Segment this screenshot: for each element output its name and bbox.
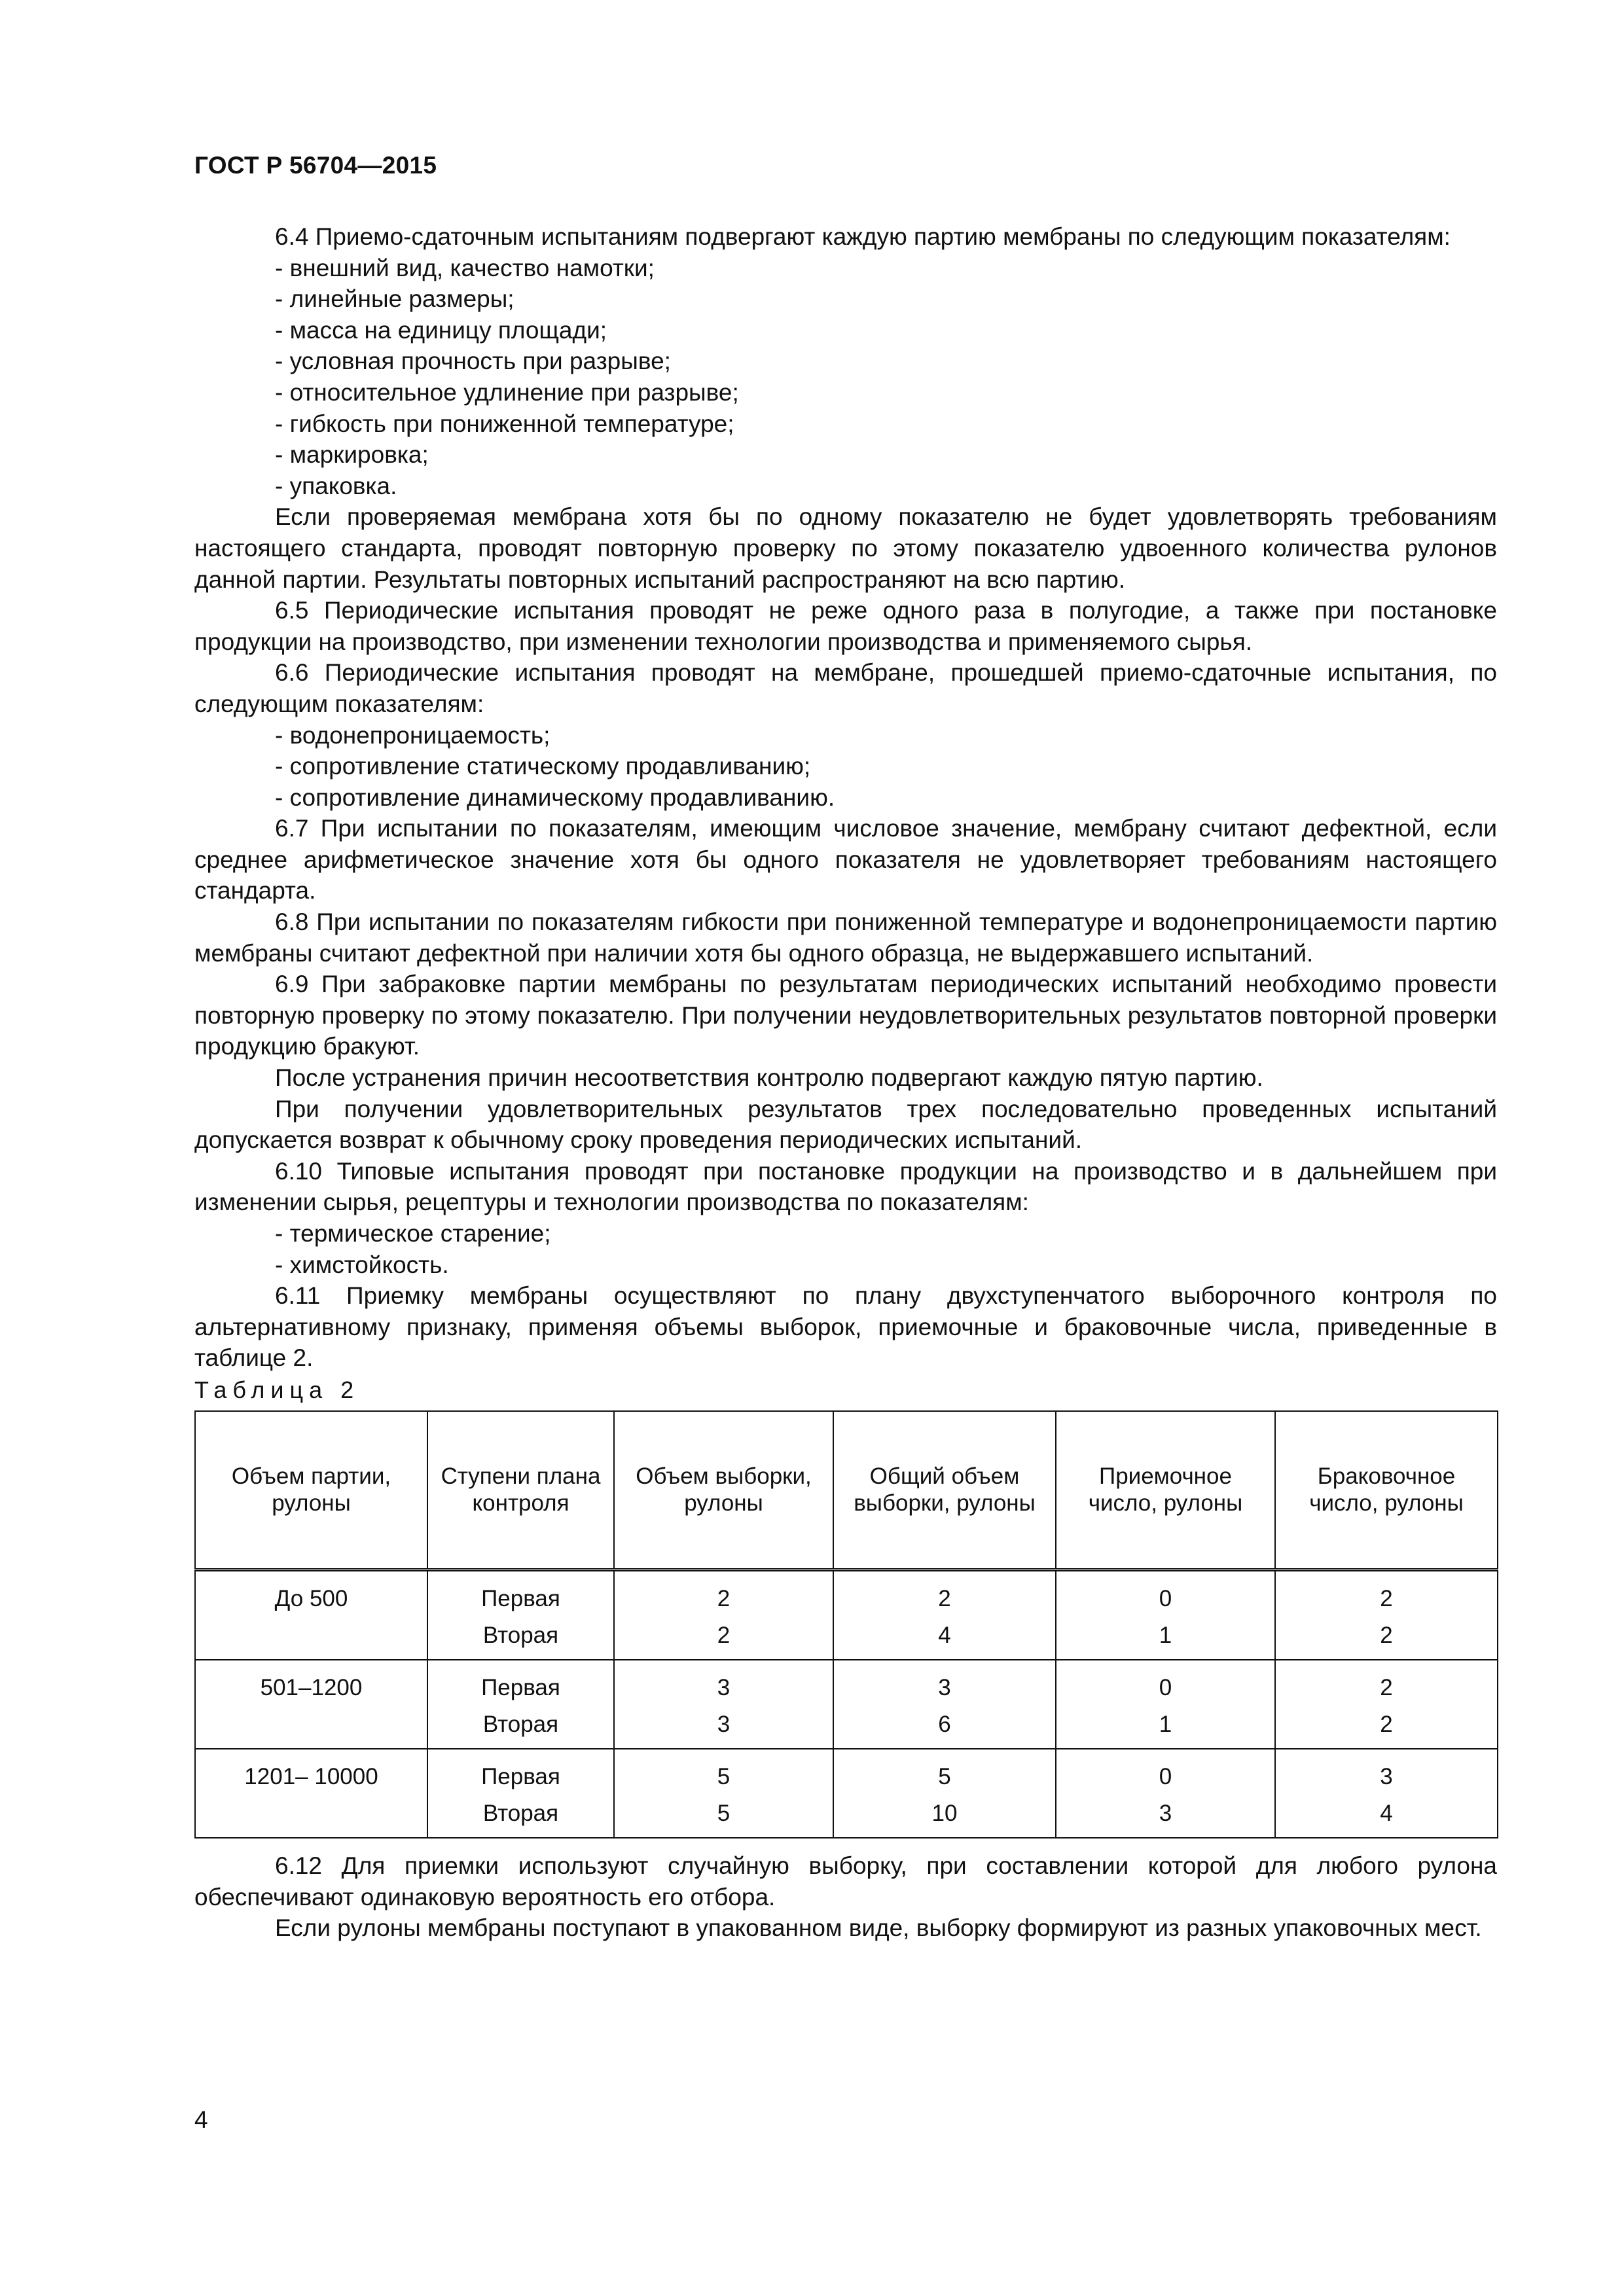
list-item: - сопротивление статическому продавливанию;: [275, 753, 811, 780]
paragraph-6-12-a: Если рулоны мембраны поступают в упакованном виде, выборку формируют из разных упаковочных мест.: [275, 1914, 1482, 1942]
cell-sample: 2: [717, 1585, 731, 1611]
cell-lot-size: 1201– 10000: [195, 1749, 427, 1838]
cell-acceptance: 0: [1159, 1585, 1172, 1611]
cell-rejection: 4: [1380, 1800, 1393, 1826]
paragraph-6-5: 6.5 Периодические испытания проводят не реже одного раза в полугодие, а также при постановке продукции на производство, при изменении технологии производства и применяемого сырья.: [194, 597, 1497, 655]
cell-rejection: 3: [1380, 1763, 1393, 1789]
header-rejection-number: Браковочное число, рулоны: [1275, 1411, 1498, 1570]
document-body: [194, 221, 1497, 1944]
list-6-6: [194, 720, 1497, 814]
list-item: - маркировка;: [275, 441, 429, 469]
page-number: 4: [194, 2106, 208, 2133]
cell-acceptance: 3: [1159, 1800, 1172, 1826]
cell-stage: Первая: [481, 1763, 560, 1789]
list-item: - химстойкость.: [275, 1251, 449, 1278]
paragraph-6-4: 6.4 Приемо-сдаточным испытаниям подвергают каждую партию мембраны по следующим показателям:: [275, 223, 1451, 250]
list-item: - сопротивление динамическому продавливанию.: [275, 783, 835, 811]
cell-lot-size: До 500: [195, 1570, 427, 1660]
list-item: - условная прочность при разрыве;: [275, 348, 671, 375]
cell-rejection: 2: [1380, 1585, 1393, 1611]
table-2: [194, 1410, 1498, 1839]
header-total-sample-size: Общий объем выборки, рулоны: [833, 1411, 1056, 1570]
header-plan-stage: Ступени плана контроля: [427, 1411, 614, 1570]
cell-stage: Первая: [481, 1674, 560, 1700]
list-6-10: [194, 1218, 1497, 1280]
cell-lot-size: 501–1200: [195, 1660, 427, 1749]
paragraph-6-10: 6.10 Типовые испытания проводят при постановке продукции на производство и в дальнейшем при изменении сырья, рецептуры и технологии производства по показателям:: [194, 1157, 1497, 1216]
paragraph-6-6: 6.6 Периодические испытания проводят на мембране, прошедшей приемо-сдаточные испытания, по следующим показателям:: [194, 659, 1497, 717]
cell-acceptance: 0: [1159, 1763, 1172, 1789]
list-item: - водонепроницаемость;: [275, 721, 550, 749]
cell-stage: Вторая: [482, 1800, 559, 1826]
cell-sample: 3: [717, 1674, 731, 1700]
list-item: - внешний вид, качество намотки;: [275, 254, 655, 281]
cell-sample: 5: [717, 1763, 731, 1789]
list-item: - масса на единицу площади;: [275, 316, 607, 344]
cell-total-sample: 3: [938, 1674, 951, 1700]
cell-rejection: 2: [1380, 1674, 1393, 1700]
paragraph-6-9-b: При получении удовлетворительных результатов трех последовательно проведенных испытаний допускается возврат к обычному сроку проведения периодических испытаний.: [194, 1095, 1497, 1154]
list-item: - линейные размеры;: [275, 285, 514, 313]
cell-stage: Вторая: [482, 1622, 559, 1648]
paragraph-6-9: 6.9 При забраковке партии мембраны по результатам периодических испытаний необходимо провести повторную проверку по этому показателю. При получении неудовлетворительных результатов повторной проверки продукцию бракуют.: [194, 971, 1497, 1060]
table-row: [195, 1570, 1498, 1660]
cell-rejection: 2: [1380, 1711, 1393, 1737]
list-item: - термическое старение;: [275, 1220, 551, 1247]
paragraph-6-4-note: Если проверяемая мембрана хотя бы по одному показателю не будет удовлетворять требованиям настоящего стандарта, проводят повторную проверку по этому показателю удвоенного количества рулонов данной партии. Результаты повторных испытаний распространяют на всю партию.: [194, 503, 1497, 593]
cell-total-sample: 6: [938, 1711, 951, 1737]
cell-sample: 5: [717, 1800, 731, 1826]
table-row: [195, 1749, 1498, 1838]
cell-acceptance: 1: [1159, 1711, 1172, 1737]
cell-stage: Вторая: [482, 1711, 559, 1737]
cell-acceptance: 0: [1159, 1674, 1172, 1700]
cell-acceptance: 1: [1159, 1622, 1172, 1648]
cell-sample: 2: [717, 1622, 731, 1648]
paragraph-6-12: 6.12 Для приемки используют случайную выборку, при составлении которой для любого рулона обеспечивают одинаковую вероятность его отбора.: [194, 1852, 1497, 1910]
table-caption: Таблица 2: [194, 1376, 360, 1403]
paragraph-6-7: 6.7 При испытании по показателям, имеющим числовое значение, мембрану считают дефектной, если среднее арифметическое значение хотя бы одного показателя не удовлетворяет требованиям настоящего стандарта.: [194, 815, 1497, 905]
list-item: - относительное удлинение при разрыве;: [275, 378, 739, 406]
paragraph-6-11: 6.11 Приемку мембраны осуществляют по плану двухступенчатого выборочного контроля по альтернативному признаку, применяя объемы выборок, приемочные и браковочные числа, приведенные в таблице 2.: [194, 1282, 1497, 1372]
header-acceptance-number: Приемочное число, рулоны: [1056, 1411, 1275, 1570]
table-header-row: [195, 1411, 1498, 1570]
paragraph-6-8: 6.8 При испытании по показателям гибкости при пониженной температуре и водонепроницаемости партию мембраны считают дефектной при наличии хотя бы одного образца, не выдержавшего испытаний.: [194, 908, 1497, 967]
document-header: ГОСТ Р 56704—2015: [194, 152, 437, 179]
list-item: - упаковка.: [275, 472, 397, 499]
header-lot-size: Объем партии, рулоны: [195, 1411, 427, 1570]
cell-sample: 3: [717, 1711, 731, 1737]
table-row: [195, 1660, 1498, 1749]
list-6-4: [194, 253, 1497, 502]
cell-total-sample: 5: [938, 1763, 951, 1789]
cell-total-sample: 2: [938, 1585, 951, 1611]
header-sample-size: Объем выборки, рулоны: [614, 1411, 833, 1570]
cell-rejection: 2: [1380, 1622, 1393, 1648]
paragraph-6-9-a: После устранения причин несоответствия контролю подвергают каждую пятую партию.: [275, 1064, 1263, 1092]
cell-total-sample: 10: [931, 1800, 958, 1826]
list-item: - гибкость при пониженной температуре;: [275, 410, 734, 437]
cell-stage: Первая: [481, 1585, 560, 1611]
cell-total-sample: 4: [938, 1622, 951, 1648]
